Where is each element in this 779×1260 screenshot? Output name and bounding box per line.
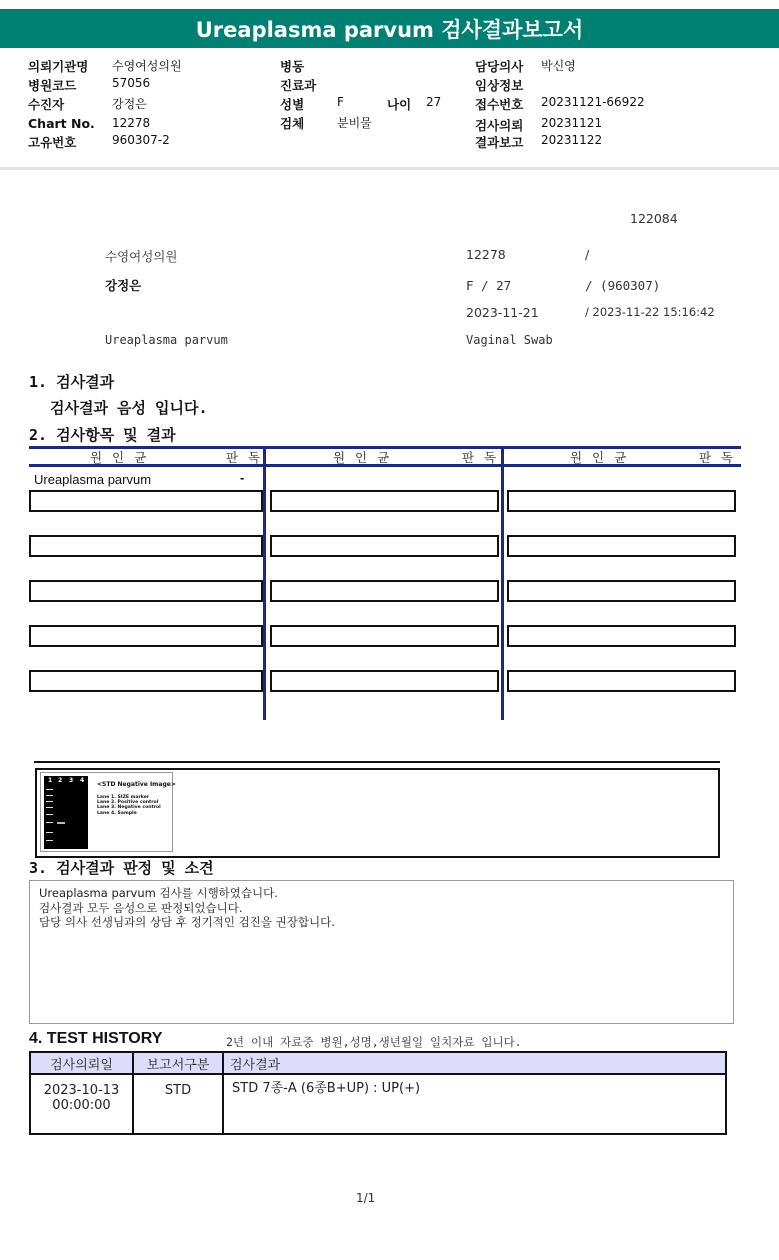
value-sex: F — [337, 95, 344, 109]
section2-title: 2. 검사항목 및 결과 — [29, 426, 176, 444]
info-institution: 수영여성의원 — [105, 249, 178, 264]
result-cell — [270, 670, 499, 692]
col-reading-2: 판 독 — [462, 450, 500, 465]
label-specimen: 검체 — [280, 116, 305, 131]
label-request-date: 검사의뢰 — [475, 118, 524, 133]
image-divider — [34, 761, 720, 763]
label-clinical-info: 임상정보 — [475, 78, 524, 93]
label-unique-no: 고유번호 — [28, 135, 77, 150]
section1-title: 1. 검사결과 — [29, 373, 115, 391]
label-age: 나이 — [387, 97, 412, 112]
info-test: Ureaplasma parvum — [105, 333, 228, 347]
page-number: 1/1 — [356, 1191, 376, 1205]
value-unique-no: 960307-2 — [112, 133, 170, 147]
info-code: 122084 — [630, 211, 678, 226]
result-cell — [29, 625, 263, 647]
opinion-line: 검사결과 모두 음성으로 판정되었습니다. — [39, 900, 243, 915]
history-header-result: 검사결과 — [223, 1052, 726, 1074]
header-divider — [0, 167, 779, 170]
history-result: STD 7종-A (6종B+UP) : UP(+) — [223, 1074, 726, 1134]
label-institution: 의뢰기관명 — [28, 59, 89, 74]
marker-band — [46, 789, 53, 790]
gel-legend-item: Lane 2. Positive control — [97, 800, 159, 806]
value-receipt-no: 20231121-66922 — [541, 95, 645, 109]
result-cell — [270, 535, 499, 557]
gel-legend — [97, 795, 161, 816]
value-chart-no: 12278 — [112, 116, 151, 130]
opinion-line: 담당 의사 선생님과의 상담 후 정기적인 검진을 권장합니다. — [39, 915, 335, 929]
history-date-cell — [30, 1074, 133, 1134]
marker-band — [46, 801, 53, 802]
result-cell — [29, 580, 263, 602]
label-receipt-no: 접수번호 — [475, 97, 524, 112]
gel-legend-item: Lane 3. Negative control — [97, 805, 161, 811]
label-patient: 수진자 — [28, 97, 65, 112]
history-header-date: 검사의뢰일 — [30, 1052, 133, 1074]
col-reading-1: 판 독 — [226, 450, 264, 465]
result-cell — [507, 625, 736, 647]
gel-legend-item: Lane 1. SIZE marker — [97, 795, 150, 800]
lane-number: 3 — [69, 777, 74, 784]
lane-number: 4 — [80, 777, 85, 784]
report-title: Ureaplasma parvum 검사결과보고서 — [0, 9, 779, 48]
value-request-date: 20231121 — [541, 116, 603, 130]
history-date: 2023-10-13 — [43, 1083, 120, 1098]
value-institution: 수영여성의원 — [112, 59, 182, 73]
result-cell — [507, 670, 736, 692]
positive-band — [57, 822, 65, 824]
result-reading: - — [240, 470, 245, 485]
grid-divider-2 — [501, 446, 504, 720]
value-hospital-code: 57056 — [112, 76, 151, 90]
label-ward: 병동 — [280, 59, 305, 74]
lane-number: 1 — [48, 777, 53, 784]
info-datetime: / 2023-11-22 15:16:42 — [585, 305, 715, 319]
label-report-date: 결과보고 — [475, 135, 524, 150]
value-age: 27 — [426, 95, 442, 109]
info-slash: / — [585, 247, 590, 262]
result-cell — [29, 490, 263, 512]
history-note: 2년 이내 자료중 병원,성명,생년월일 일치자료 입니다. — [226, 1035, 522, 1049]
label-department: 진료과 — [280, 78, 317, 93]
history-header-type: 보고서구분 — [133, 1052, 223, 1074]
value-specimen: 분비물 — [337, 116, 372, 130]
result-cell — [507, 580, 736, 602]
result-name: Ureaplasma parvum — [34, 472, 152, 487]
result-cell — [507, 490, 736, 512]
col-reading-3: 판 독 — [699, 450, 737, 465]
col-pathogen-1: 원 인 균 — [90, 450, 150, 465]
opinion-line: Ureaplasma parvum 검사를 시행하였습니다. — [39, 886, 278, 900]
info-patient: 강정은 — [105, 278, 142, 293]
gel-legend-item: Lane 4. Sample — [97, 810, 137, 816]
opinion-box — [29, 880, 734, 1024]
section1-text: 검사결과 음성 입니다. — [50, 399, 208, 417]
info-sex-age: F / 27 — [466, 278, 512, 293]
section3-title: 3. 검사결과 판정 및 소견 — [29, 859, 214, 877]
label-chart-no: Chart No. — [28, 116, 95, 131]
table-row — [30, 1074, 726, 1134]
marker-band — [46, 814, 53, 815]
label-sex: 성별 — [280, 97, 305, 112]
info-birth: / (960307) — [585, 278, 661, 293]
info-date: 2023-11-21 — [466, 305, 539, 320]
result-cell — [270, 580, 499, 602]
value-report-date: 20231122 — [541, 133, 603, 147]
result-cell — [270, 625, 499, 647]
result-cell — [29, 535, 263, 557]
history-type: STD — [133, 1074, 223, 1134]
history-time: 00:00:00 — [52, 1098, 111, 1113]
marker-band — [46, 822, 53, 823]
value-doctor: 박신영 — [541, 59, 576, 73]
info-chart: 12278 — [466, 247, 506, 262]
result-cell — [29, 670, 263, 692]
result-cell — [270, 490, 499, 512]
col-pathogen-3: 원 인 균 — [570, 450, 630, 465]
value-patient: 강정은 — [112, 97, 147, 111]
section4-title: 4. TEST HISTORY — [29, 1030, 163, 1047]
history-table — [29, 1051, 727, 1135]
marker-band — [46, 807, 53, 808]
marker-band — [46, 795, 53, 796]
lane-number: 2 — [58, 777, 63, 784]
label-doctor: 담당의사 — [475, 59, 524, 74]
result-cell — [507, 535, 736, 557]
col-pathogen-2: 원 인 균 — [333, 450, 393, 465]
label-hospital-code: 병원코드 — [28, 78, 77, 93]
grid-divider-1 — [263, 446, 266, 720]
marker-band — [46, 832, 53, 833]
gel-image — [40, 772, 176, 852]
info-sample: Vaginal Swab — [466, 333, 553, 347]
gel-title: <STD Negative Image> — [97, 781, 176, 788]
history-header-row — [30, 1052, 726, 1074]
marker-band — [46, 840, 53, 841]
gel-lanes — [44, 776, 88, 849]
